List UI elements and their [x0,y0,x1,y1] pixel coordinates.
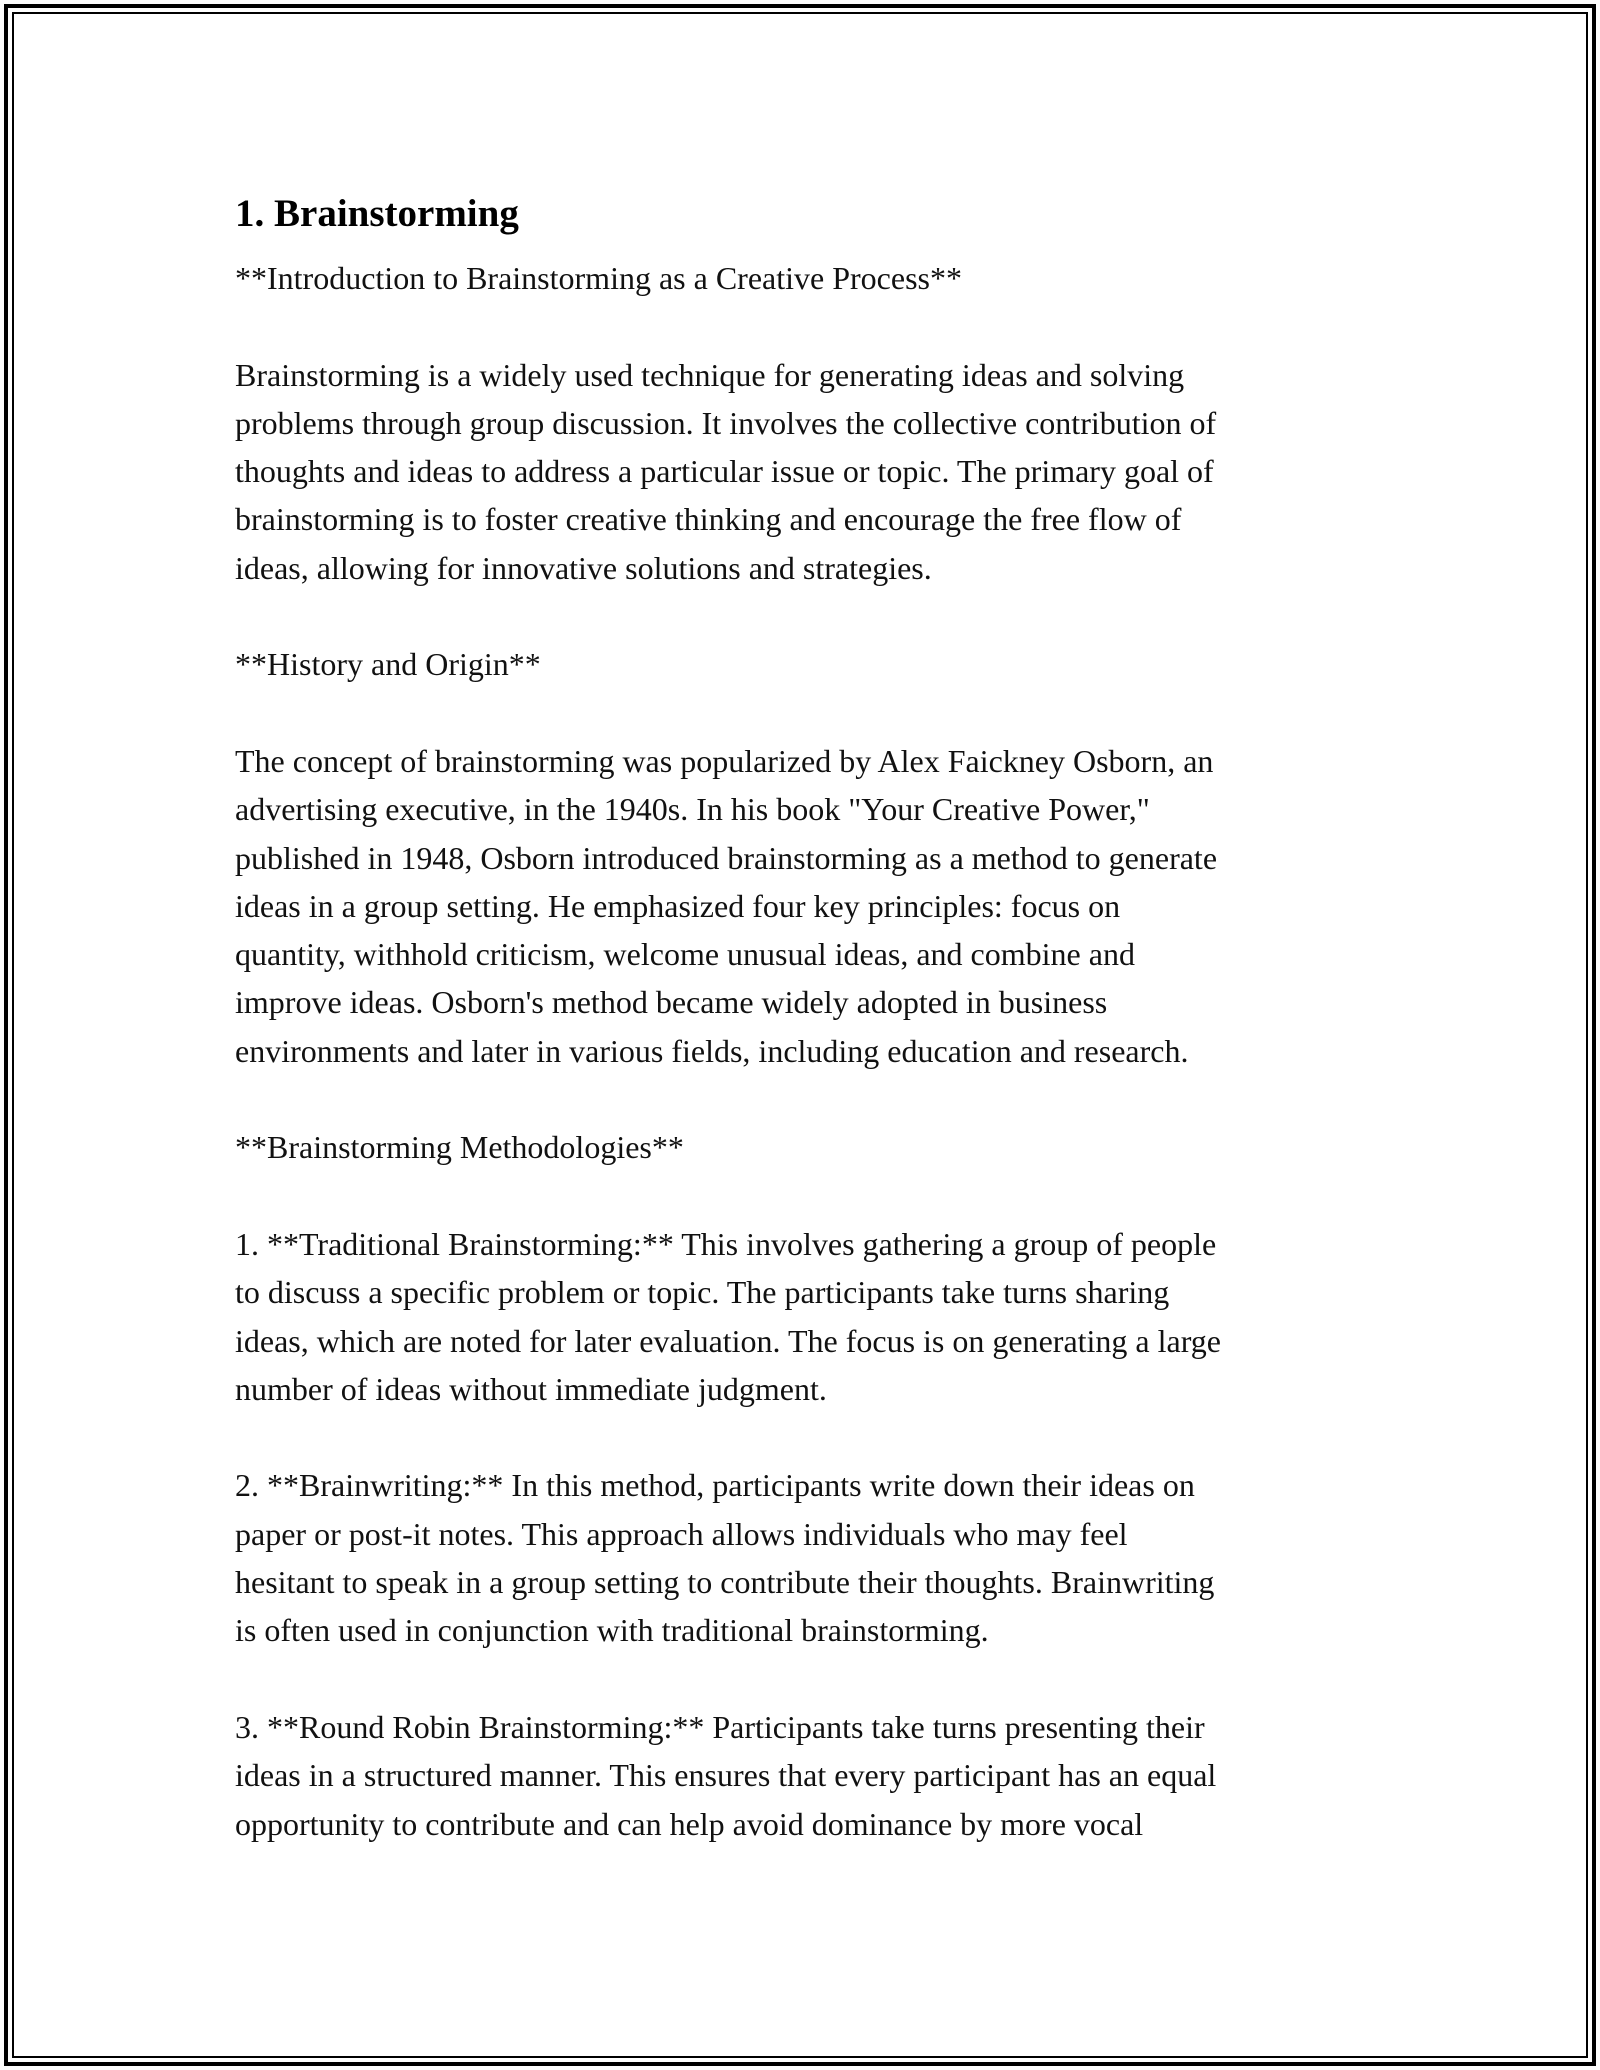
text-line: number of ideas without immediate judgment. [235,1370,827,1407]
text-line: ideas in a structured manner. This ensures that every participant has an equal [235,1757,1217,1794]
text-line: to discuss a specific problem or topic. The participants take turns sharing [235,1274,1170,1311]
text-line: opportunity to contribute and can help avoid dominance by more vocal [235,1805,1144,1842]
text-line: **Introduction to Brainstorming as a Creative Process** [235,260,962,296]
document-body [235,186,1395,1848]
text-line: brainstorming is to foster creative thinking and encourage the free flow of [235,501,1182,538]
paragraph [235,351,1395,592]
paragraph [235,1220,1395,1413]
paragraph [235,737,1395,1075]
paragraph [235,1703,1395,1848]
text-line: thoughts and ideas to address a particular issue or topic. The primary goal of [235,453,1214,490]
text-line: 3. **Round Robin Brainstorming:** Participants take turns presenting their [235,1708,1205,1745]
text-line: **History and Origin** [235,646,541,683]
text-line: is often used in conjunction with traditional brainstorming. [235,1612,989,1649]
text-line: **Brainstorming Methodologies** [235,1129,684,1166]
subheading [235,254,1395,302]
subheading [235,640,1395,688]
text-line: 1. **Traditional Brainstorming:** This involves gathering a group of people [235,1225,1217,1262]
text-line: Brainstorming is a widely used technique for generating ideas and solving [235,356,1185,393]
text-line: problems through group discussion. It involves the collective contribution of [235,404,1217,441]
text-line: advertising executive, in the 1940s. In his book "Your Creative Power," [235,791,1150,828]
text-line: The concept of brainstorming was popularized by Alex Faickney Osborn, an [235,742,1214,779]
text-line: improve ideas. Osborn's method became widely adopted in business [235,984,1108,1021]
text-line: ideas in a group setting. He emphasized four key principles: focus on [235,887,1121,924]
text-line: paper or post-it notes. This approach allows individuals who may feel [235,1515,1128,1552]
text-line: quantity, withhold criticism, welcome unusual ideas, and combine and [235,936,1135,973]
text-line: hesitant to speak in a group setting to contribute their thoughts. Brainwriting [235,1564,1215,1601]
text-line: 2. **Brainwriting:** In this method, participants write down their ideas on [235,1467,1195,1504]
text-line: published in 1948, Osborn introduced brainstorming as a method to generate [235,839,1218,876]
text-line: ideas, which are noted for later evaluation. The focus is on generating a large [235,1322,1221,1359]
text-line: ideas, allowing for innovative solutions and strategies. [235,549,932,586]
section-heading: 1. Brainstorming [235,192,519,235]
subheading [235,1123,1395,1171]
text-line: environments and later in various fields, including education and research. [235,1032,1189,1069]
paragraph [235,1461,1395,1654]
document-blocks [235,254,1395,1848]
